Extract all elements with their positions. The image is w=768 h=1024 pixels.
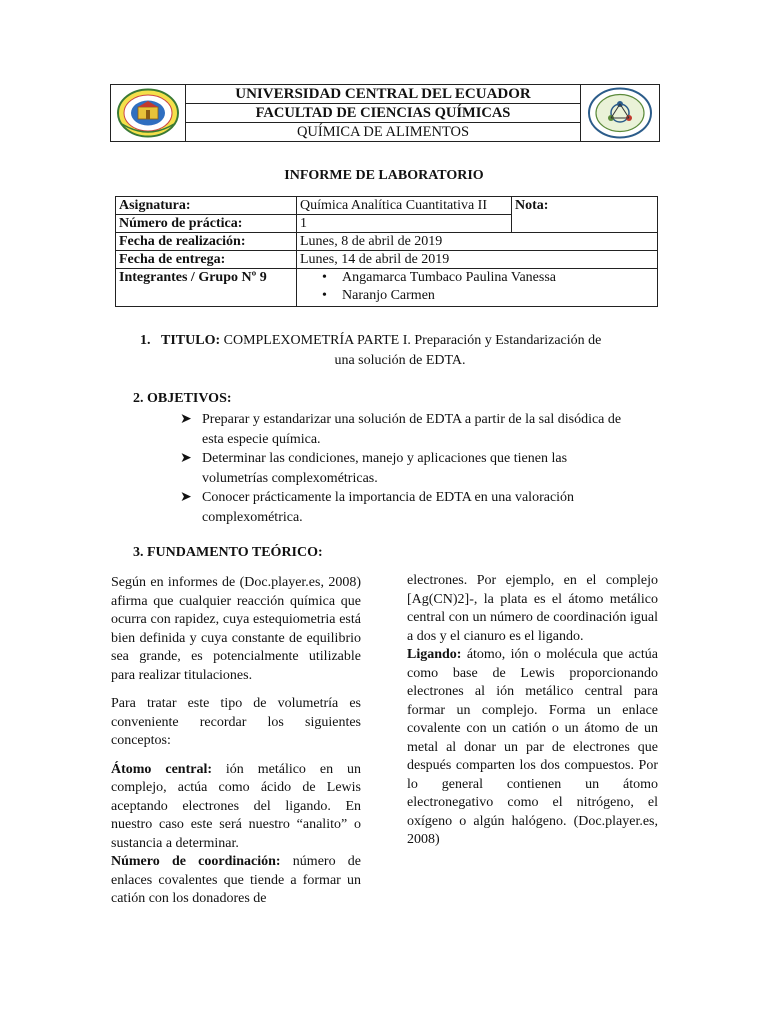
program-name: QUÍMICA DE ALIMENTOS [296,124,470,140]
theory-left-column [111,574,361,909]
theory-right-column [407,572,658,850]
section-title-line2: una solución de EDTA. [334,353,466,368]
date-due-label: Fecha de entrega: [116,251,297,269]
table-row [116,197,658,215]
table-row [116,269,658,307]
section-number: 1. [140,333,151,348]
section-title [140,333,660,349]
paragraph [407,646,658,850]
university-name: UNIVERSIDAD CENTRAL DEL ECUADOR [186,85,580,104]
grade-label: Nota: [512,197,658,233]
definition: ión metálico en un complejo, actúa como ácido de Lewis aceptando electrones del ligando. En nuestro caso este será nuestro “analito” o sustancia a determinar. [111,761,361,851]
faculty-seal-logo [580,85,659,141]
date-done-value: Lunes, 8 de abril de 2019 [297,233,658,251]
definition: número de enlaces covalentes que tiende a formar un catión con los donadores de [111,854,361,906]
practice-value: 1 [297,215,512,233]
term: Ligando: [407,647,462,662]
objectives-heading: 2. OBJETIVOS: [133,391,232,406]
paragraph [111,853,361,909]
table-row [116,233,658,251]
list-item: • Angamarca Tumbaco Paulina Vanessa [322,269,654,287]
university-seal-logo [111,85,186,141]
arrow-bullet-icon: ➤ [180,490,192,505]
faculty-name: FACULTAD DE CIENCIAS QUÍMICAS [186,104,580,123]
subject-label: Asignatura: [116,197,297,215]
term: Número de coordinación: [111,854,281,869]
section-text: COMPLEXOMETRÍA PARTE I. Preparación y Estandarización de [223,333,602,348]
members-cell [297,269,658,307]
paragraph: electrones. Por ejemplo, en el complejo [Ag(CN)2]-, la plata es el átomo metálico central con un número de coordinación igual a dos y el cianuro es el ligando. [407,573,658,644]
objective-item: ➤ Determinar las condiciones, manejo y aplicaciones que tienen las volumetrías complexométricas. [180,451,568,486]
report-title: INFORME DE LABORATORIO [284,168,484,183]
paragraph [111,761,361,854]
paragraph: Para tratar este tipo de volumetría es conveniente recordar los siguientes conceptos: [111,696,361,748]
arrow-bullet-icon: ➤ [180,412,192,427]
term: Átomo central: [111,761,212,777]
section-label: TITULO: [161,333,221,348]
theory-heading: 3. FUNDAMENTO TEÓRICO: [133,545,323,560]
arrow-bullet-icon: ➤ [180,451,192,466]
report-info-table [115,196,658,307]
objective-item: ➤ Conocer prácticamente la importancia de EDTA en una valoración complexométrica. [180,490,575,525]
table-row [116,251,658,269]
members-label: Integrantes / Grupo Nº 9 [116,269,297,307]
definition: átomo, ión o molécula que actúa como base de Lewis proporcionando electrones al ión metálico central para formar un complejo. Forma un enlace covalente con un catión o un átomo de un metal al donar un par de electrones que después comparten los dos compuestos. Por lo general contienen un átomo electronegativo como el nitrógeno, el oxígeno o algún halógeno. (Doc.player.es, 2008) [407,647,658,847]
date-due-value: Lunes, 14 de abril de 2019 [297,251,658,269]
date-done-label: Fecha de realización: [116,233,297,251]
subject-value: Química Analítica Cuantitativa II [297,197,512,215]
objective-item: ➤ Preparar y estandarizar una solución de EDTA a partir de la sal disódica de esta especie química. [180,412,622,447]
paragraph: Según en informes de (Doc.player.es, 2008) afirma que cualquier reacción química que ocurra con rapidez, cuya estequiometria está bien definida y cuya constante de equilibrio sea grande, es potencialmente utilizable para realizar titulaciones. [111,575,361,683]
practice-label: Número de práctica: [116,215,297,233]
members-list [300,269,654,305]
list-item: • Naranjo Carmen [322,287,654,305]
